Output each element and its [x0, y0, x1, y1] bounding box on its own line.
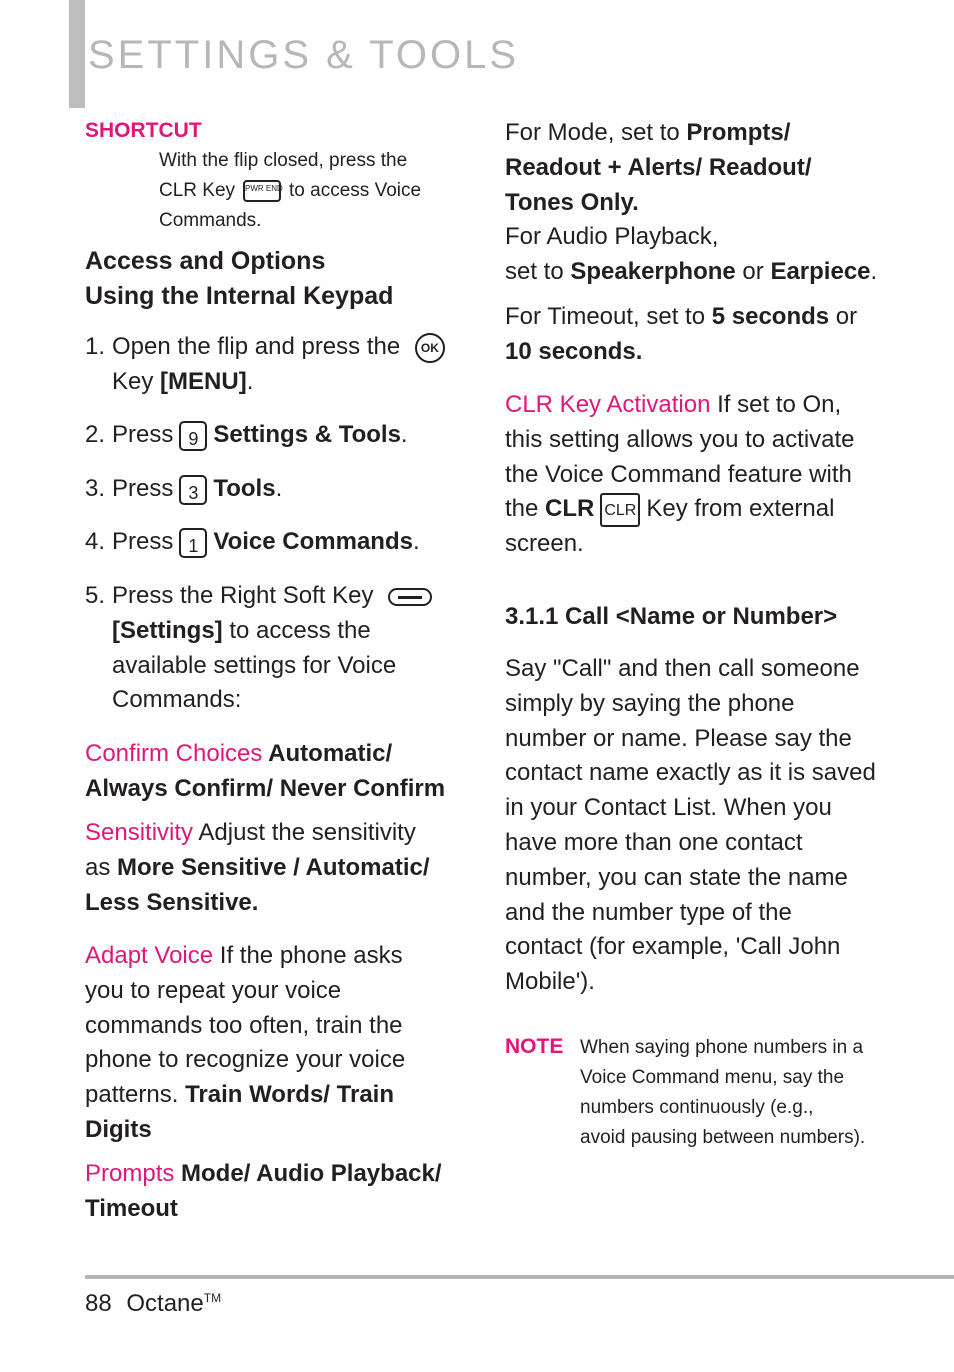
- paragraph-line: in your Contact List. When you: [505, 794, 832, 822]
- section-heading-access: Access and Options Using the Internal Keypad: [85, 247, 394, 310]
- prompts-item: Prompts Mode/ Audio Playback/ Timeout: [85, 1160, 442, 1222]
- sensitivity-item: Sensitivity Adjust the sensitivity as More Sensitive / Automatic/ Less Sensitive.: [85, 819, 430, 916]
- timeout-paragraph: For Timeout, set to 5 seconds or 10 seconds.: [505, 303, 858, 365]
- mode-paragraph: For Mode, set to Prompts/ Readout + Alerts/ Readout/ Tones Only. For Audio Playback, set to Speakerphone or Earpiece.: [505, 119, 878, 286]
- sensitivity-label: Sensitivity: [85, 819, 194, 846]
- paragraph-line: have more than one contact: [505, 828, 803, 856]
- step-2: 2. Press 9 Settings & Tools.: [85, 421, 408, 449]
- adapt-voice-item: Adapt Voice If the phone asks you to repeat your voice commands too often, train the phone to recognize your voice patterns. Train Words/ Train Digits: [85, 942, 406, 1143]
- key-1-icon: 1: [179, 528, 207, 558]
- prompts-label: Prompts: [85, 1160, 175, 1187]
- shortcut-text: With the flip closed, press the CLR Key PWR END to access Voice Commands.: [159, 150, 422, 231]
- ok-key-icon: OK: [415, 333, 445, 363]
- clr-key-activation-label: CLR Key Activation: [505, 391, 711, 418]
- call-paragraph: [505, 652, 885, 1000]
- paragraph-line: number or name. Please say the: [505, 724, 852, 752]
- paragraph-line: Mobile').: [505, 968, 595, 996]
- page-number: 88: [85, 1290, 112, 1317]
- paragraph-line: and the number type of the: [505, 898, 792, 926]
- clr-key-activation-item: CLR Key Activation If set to On, this setting allows you to activate the Voice Command feature with the CLR CLR Key from external screen.: [505, 391, 855, 558]
- header-tab-bar: [69, 0, 85, 108]
- paragraph-line: contact (for example, 'Call John: [505, 933, 841, 961]
- section-heading-call: 3.1.1 Call <Name or Number>: [505, 603, 838, 630]
- adapt-voice-label: Adapt Voice: [85, 942, 214, 969]
- note-label: NOTE: [505, 1035, 564, 1058]
- confirm-choices-item: Confirm Choices Automatic/ Always Confirm/ Never Confirm: [85, 740, 446, 802]
- step-1: 1. Open the flip and press the OK Key [MENU].: [85, 330, 445, 400]
- key-9-icon: 9: [179, 421, 207, 451]
- trademark: TM: [203, 1291, 222, 1305]
- end-key-icon: PWR END: [243, 180, 281, 202]
- page-title: SETTINGS & TOOLS: [88, 33, 520, 77]
- paragraph-line: number, you can state the name: [505, 863, 848, 891]
- note-text: When saying phone numbers in a Voice Command menu, say the numbers continuously (e.g., avoid pausing between numbers).: [580, 1037, 866, 1148]
- key-3-icon: 3: [179, 475, 207, 505]
- step-3: 3. Press 3 Tools.: [85, 475, 283, 503]
- right-soft-key-icon: [388, 588, 432, 606]
- shortcut-label: SHORTCUT: [85, 119, 202, 142]
- page-footer: [85, 1290, 221, 1318]
- paragraph-line: simply by saying the phone: [505, 689, 795, 717]
- step-5: 5. Press the Right Soft Key [Settings] to access the available settings for Voice Commands:: [85, 579, 432, 718]
- product-name: Octane: [126, 1290, 204, 1317]
- paragraph-line: Say "Call" and then call someone: [505, 655, 860, 682]
- step-4: 4. Press 1 Voice Commands.: [85, 528, 420, 556]
- paragraph-line: contact name exactly as it is saved: [505, 759, 876, 787]
- footer-rule: [85, 1275, 954, 1279]
- confirm-choices-label: Confirm Choices: [85, 740, 263, 767]
- clr-key-icon: CLR: [600, 493, 640, 527]
